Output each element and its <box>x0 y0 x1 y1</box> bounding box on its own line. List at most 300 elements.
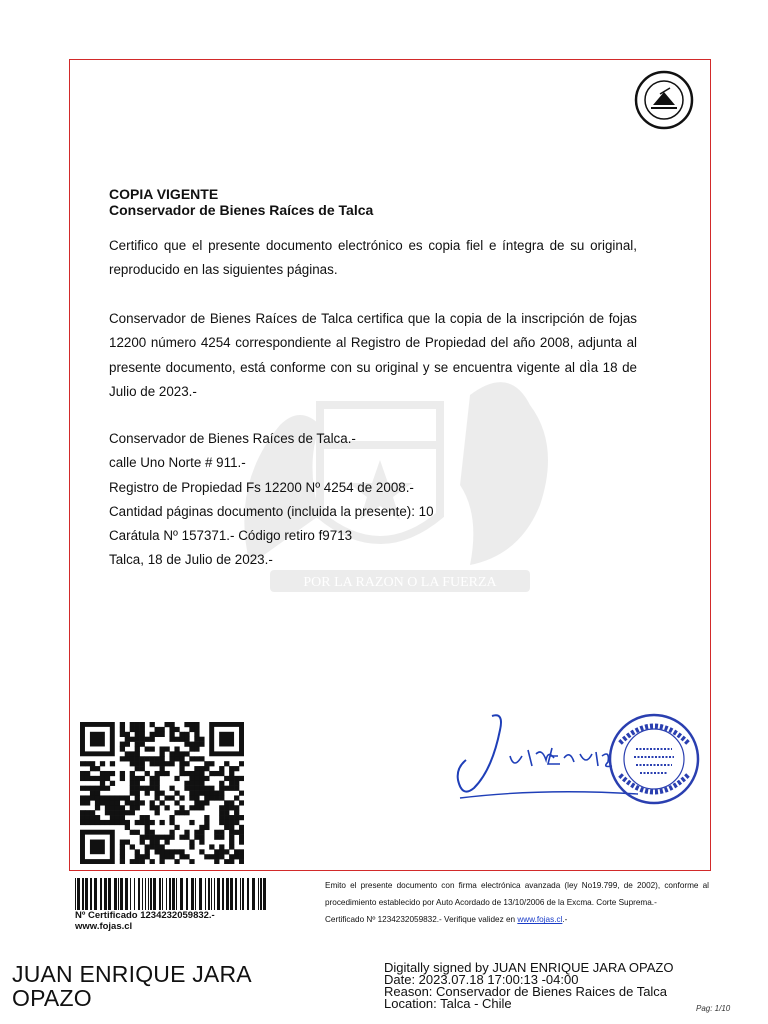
qr-module <box>199 737 204 742</box>
qr-module <box>164 840 169 845</box>
qr-module <box>199 786 204 791</box>
qr-module <box>234 776 239 781</box>
qr-module <box>184 737 189 742</box>
qr-module <box>189 776 194 781</box>
signer-name: JUAN ENRIQUE JARA OPAZO <box>12 961 251 1011</box>
qr-module <box>110 781 115 786</box>
qr-module <box>174 825 179 830</box>
conservador-seal-icon <box>624 70 704 130</box>
qr-module <box>150 732 155 737</box>
qr-module <box>204 776 209 781</box>
qr-module <box>224 761 229 766</box>
qr-module <box>164 771 169 776</box>
qr-module <box>145 791 150 796</box>
qr-module <box>169 737 174 742</box>
qr-module <box>130 761 135 766</box>
heading-title: COPIA VIGENTE <box>109 186 219 202</box>
qr-module <box>110 800 115 805</box>
qr-module <box>160 844 165 849</box>
detail-address: calle Uno Norte # 911.- <box>109 455 246 471</box>
qr-module <box>199 742 204 747</box>
qr-module <box>135 756 140 761</box>
barcode-bar <box>230 878 233 910</box>
qr-module <box>219 786 224 791</box>
qr-module <box>145 737 150 742</box>
qr-module <box>140 766 145 771</box>
qr-module <box>90 820 95 825</box>
qr-module <box>194 776 199 781</box>
qr-module <box>120 815 125 820</box>
qr-module <box>164 849 169 854</box>
qr-module <box>184 854 189 859</box>
barcode-bar <box>150 878 152 910</box>
qr-module <box>239 854 244 859</box>
qr-module <box>189 786 194 791</box>
qr-module <box>219 781 224 786</box>
qr-module <box>125 756 130 761</box>
qr-module <box>219 830 224 835</box>
qr-module <box>140 742 145 747</box>
qr-module <box>234 805 239 810</box>
qr-module <box>204 800 209 805</box>
qr-module <box>130 830 135 835</box>
qr-module <box>120 727 125 732</box>
qr-module <box>189 805 194 810</box>
qr-module <box>130 786 135 791</box>
qr-module <box>155 781 160 786</box>
qr-module <box>125 737 130 742</box>
barcode-bar <box>90 878 92 910</box>
qr-module <box>209 854 214 859</box>
qr-module <box>150 830 155 835</box>
qr-module <box>145 815 150 820</box>
barcode-bar <box>217 878 220 910</box>
qr-module <box>194 771 199 776</box>
barcode-bar <box>100 878 102 910</box>
barcode-bar <box>205 878 206 910</box>
detail-date: Talca, 18 de Julio de 2023.- <box>109 552 273 568</box>
legal-text: Emito el presente documento con firma electrónica avanzada (ley No19.799, de 2002), conforme al procedimiento establecido por Auto Acordado de 13/10/2006 de la Excma. Corte Suprema.- <box>325 881 709 908</box>
qr-module <box>135 859 140 864</box>
qr-module <box>125 795 130 800</box>
qr-module <box>164 854 169 859</box>
qr-module <box>179 737 184 742</box>
qr-module <box>135 786 140 791</box>
qr-module <box>189 746 194 751</box>
qr-module <box>130 791 135 796</box>
qr-module <box>125 742 130 747</box>
qr-module <box>135 805 140 810</box>
qr-module <box>199 781 204 786</box>
qr-module <box>224 859 229 864</box>
signature-date: Date: 2023.07.18 17:00:13 -04:00 <box>384 972 579 987</box>
qr-module <box>155 791 160 796</box>
qr-module <box>115 820 120 825</box>
qr-module <box>169 835 174 840</box>
barcode-bar <box>260 878 262 910</box>
qr-module <box>214 854 219 859</box>
qr-module <box>90 776 95 781</box>
qr-module <box>95 786 100 791</box>
qr-module <box>224 800 229 805</box>
qr-module <box>135 751 140 756</box>
barcode-bar <box>118 878 119 910</box>
qr-module <box>130 810 135 815</box>
qr-module <box>219 771 224 776</box>
qr-finder-pattern <box>90 840 105 855</box>
qr-module <box>155 795 160 800</box>
qr-module <box>224 815 229 820</box>
qr-module <box>105 795 110 800</box>
qr-module <box>239 849 244 854</box>
qr-module <box>199 756 204 761</box>
qr-module <box>214 849 219 854</box>
qr-module <box>110 795 115 800</box>
qr-module <box>184 742 189 747</box>
qr-module <box>135 849 140 854</box>
qr-module <box>224 786 229 791</box>
qr-module <box>169 722 174 727</box>
qr-module <box>194 835 199 840</box>
barcode-bar <box>169 878 171 910</box>
barcode-bar <box>176 878 177 910</box>
qr-module <box>145 854 150 859</box>
qr-module <box>219 791 224 796</box>
qr-module <box>204 786 209 791</box>
qr-module <box>179 732 184 737</box>
qr-module <box>115 805 120 810</box>
qr-module <box>80 761 85 766</box>
qr-module <box>219 820 224 825</box>
digital-signature-block <box>384 962 673 1010</box>
qr-module <box>189 859 194 864</box>
qr-module <box>135 776 140 781</box>
qr-module <box>135 742 140 747</box>
barcode-bar <box>120 878 123 910</box>
qr-module <box>194 746 199 751</box>
barcode-bar <box>108 878 111 910</box>
qr-module <box>110 815 115 820</box>
qr-module <box>150 786 155 791</box>
barcode-bar <box>247 878 249 910</box>
qr-module <box>214 791 219 796</box>
qr-module <box>135 766 140 771</box>
qr-module <box>95 776 100 781</box>
qr-module <box>120 840 125 845</box>
barcode-bar <box>142 878 143 910</box>
qr-module <box>130 737 135 742</box>
qr-module <box>234 815 239 820</box>
qr-module <box>224 805 229 810</box>
qr-module <box>194 786 199 791</box>
qr-module <box>145 786 150 791</box>
qr-module <box>219 810 224 815</box>
qr-module <box>229 854 234 859</box>
barcode-bar <box>82 878 84 910</box>
qr-module <box>145 771 150 776</box>
detail-registry: Registro de Propiedad Fs 12200 Nº 4254 de 2008.- <box>109 479 414 495</box>
qr-module <box>199 805 204 810</box>
qr-module <box>135 800 140 805</box>
qr-module <box>85 761 90 766</box>
qr-module <box>239 761 244 766</box>
qr-module <box>120 859 125 864</box>
qr-module <box>160 732 165 737</box>
qr-module <box>130 805 135 810</box>
qr-module <box>229 835 234 840</box>
qr-module <box>95 805 100 810</box>
qr-module <box>234 830 239 835</box>
qr-module <box>189 742 194 747</box>
verification-link[interactable]: www.fojas.cl <box>517 915 563 925</box>
qr-module <box>229 776 234 781</box>
qr-module <box>150 761 155 766</box>
qr-module <box>85 815 90 820</box>
qr-module <box>184 761 189 766</box>
qr-module <box>194 791 199 796</box>
qr-module <box>229 786 234 791</box>
qr-module <box>120 810 125 815</box>
qr-module <box>155 756 160 761</box>
barcode-bar <box>191 878 194 910</box>
qr-module <box>234 820 239 825</box>
qr-module <box>169 756 174 761</box>
qr-module <box>125 732 130 737</box>
qr-module <box>160 766 165 771</box>
qr-module <box>239 825 244 830</box>
qr-module <box>110 761 115 766</box>
qr-module <box>120 820 125 825</box>
barcode-bar <box>138 878 140 910</box>
qr-module <box>130 756 135 761</box>
qr-module <box>145 825 150 830</box>
barcode-bar <box>226 878 229 910</box>
qr-module <box>145 830 150 835</box>
qr-module <box>130 781 135 786</box>
qr-module <box>179 805 184 810</box>
qr-module <box>160 854 165 859</box>
qr-module <box>155 732 160 737</box>
qr-module <box>199 849 204 854</box>
official-ink-stamp <box>606 713 702 805</box>
qr-module <box>199 771 204 776</box>
document-heading <box>109 186 373 218</box>
qr-module <box>174 776 179 781</box>
qr-module <box>209 761 214 766</box>
qr-module <box>184 722 189 727</box>
barcode-bar <box>195 878 196 910</box>
qr-module <box>204 766 209 771</box>
barcode-bar <box>172 878 175 910</box>
qr-module <box>140 732 145 737</box>
barcode-bar <box>145 878 146 910</box>
qr-module <box>130 776 135 781</box>
qr-module <box>145 849 150 854</box>
qr-module <box>135 830 140 835</box>
barcode-bar <box>211 878 212 910</box>
qr-module <box>219 815 224 820</box>
qr-module <box>174 859 179 864</box>
qr-module <box>115 810 120 815</box>
barcode-bar <box>166 878 167 910</box>
qr-module <box>115 800 120 805</box>
qr-module <box>150 756 155 761</box>
qr-module <box>150 840 155 845</box>
qr-module <box>95 815 100 820</box>
qr-module <box>219 854 224 859</box>
qr-module <box>155 786 160 791</box>
qr-module <box>85 795 90 800</box>
qr-module <box>194 722 199 727</box>
barcode-bar <box>148 878 149 910</box>
page-indicator: Pag: 1/10 <box>696 1004 731 1013</box>
qr-module <box>120 771 125 776</box>
qr-module <box>145 746 150 751</box>
barcode-bar <box>263 878 266 910</box>
qr-module <box>120 722 125 727</box>
qr-module <box>179 849 184 854</box>
qr-module <box>135 795 140 800</box>
qr-module <box>179 761 184 766</box>
qr-module <box>90 810 95 815</box>
qr-module <box>169 751 174 756</box>
qr-module <box>140 815 145 820</box>
qr-module <box>155 761 160 766</box>
qr-module <box>100 786 105 791</box>
qr-module <box>120 854 125 859</box>
qr-module <box>179 771 184 776</box>
qr-module <box>105 771 110 776</box>
qr-module <box>194 737 199 742</box>
barcode-bar <box>94 878 97 910</box>
qr-module <box>80 820 85 825</box>
qr-module <box>229 815 234 820</box>
qr-module <box>204 820 209 825</box>
qr-module <box>179 756 184 761</box>
qr-module <box>214 835 219 840</box>
qr-module <box>140 835 145 840</box>
qr-finder-pattern <box>90 732 105 747</box>
qr-module <box>130 771 135 776</box>
qr-module <box>100 776 105 781</box>
qr-code[interactable] <box>80 722 244 864</box>
qr-module <box>95 766 100 771</box>
legal-notice <box>325 877 709 929</box>
qr-module <box>110 810 115 815</box>
barcode-bar <box>199 878 202 910</box>
qr-module <box>135 791 140 796</box>
qr-module <box>140 756 145 761</box>
qr-module <box>155 849 160 854</box>
qr-module <box>194 766 199 771</box>
qr-module <box>150 776 155 781</box>
barcode-bar <box>180 878 183 910</box>
qr-module <box>120 795 125 800</box>
qr-module <box>135 854 140 859</box>
certificate-barcode <box>75 878 269 910</box>
qr-module <box>90 761 95 766</box>
qr-module <box>199 835 204 840</box>
barcode-bar <box>153 878 156 910</box>
signature-location: Location: Talca - Chile <box>384 996 512 1011</box>
qr-module <box>164 805 169 810</box>
qr-module <box>145 844 150 849</box>
barcode-bar <box>134 878 135 910</box>
qr-module <box>85 800 90 805</box>
qr-module <box>219 805 224 810</box>
qr-module <box>85 776 90 781</box>
qr-module <box>229 844 234 849</box>
qr-module <box>155 771 160 776</box>
qr-module <box>189 771 194 776</box>
qr-module <box>100 820 105 825</box>
qr-module <box>80 795 85 800</box>
qr-module <box>189 820 194 825</box>
certificate-info <box>75 910 215 932</box>
qr-module <box>105 776 110 781</box>
qr-module <box>125 810 130 815</box>
qr-module <box>169 795 174 800</box>
qr-module <box>209 771 214 776</box>
barcode-bar <box>214 878 215 910</box>
qr-module <box>140 840 145 845</box>
qr-module <box>155 810 160 815</box>
qr-module <box>199 830 204 835</box>
watermark-motto: POR LA RAZON O LA FUERZA <box>303 575 497 590</box>
qr-module <box>184 751 189 756</box>
qr-module <box>80 815 85 820</box>
qr-module <box>100 761 105 766</box>
qr-module <box>209 795 214 800</box>
qr-module <box>189 722 194 727</box>
qr-module <box>194 795 199 800</box>
qr-module <box>100 795 105 800</box>
qr-module <box>239 840 244 845</box>
qr-module <box>155 844 160 849</box>
qr-module <box>135 746 140 751</box>
qr-module <box>90 815 95 820</box>
qr-module <box>214 795 219 800</box>
qr-module <box>169 761 174 766</box>
qr-module <box>125 751 130 756</box>
qr-module <box>194 756 199 761</box>
barcode-bar <box>159 878 161 910</box>
qr-module <box>179 835 184 840</box>
qr-module <box>214 859 219 864</box>
qr-module <box>229 800 234 805</box>
qr-module <box>130 859 135 864</box>
qr-module <box>120 776 125 781</box>
detail-caratula: Carátula Nº 157371.- Código retiro f9713 <box>109 528 353 544</box>
qr-module <box>145 820 150 825</box>
qr-module <box>194 732 199 737</box>
qr-module <box>229 781 234 786</box>
qr-module <box>160 771 165 776</box>
qr-module <box>174 737 179 742</box>
qr-module <box>229 805 234 810</box>
barcode-bar <box>235 878 237 910</box>
qr-module <box>100 800 105 805</box>
qr-module <box>239 800 244 805</box>
barcode-bar <box>222 878 224 910</box>
heading-office: Conservador de Bienes Raíces de Talca <box>109 202 374 218</box>
qr-module <box>80 771 85 776</box>
qr-module <box>105 800 110 805</box>
qr-module <box>239 776 244 781</box>
qr-module <box>160 849 165 854</box>
qr-module <box>239 830 244 835</box>
qr-module <box>184 830 189 835</box>
